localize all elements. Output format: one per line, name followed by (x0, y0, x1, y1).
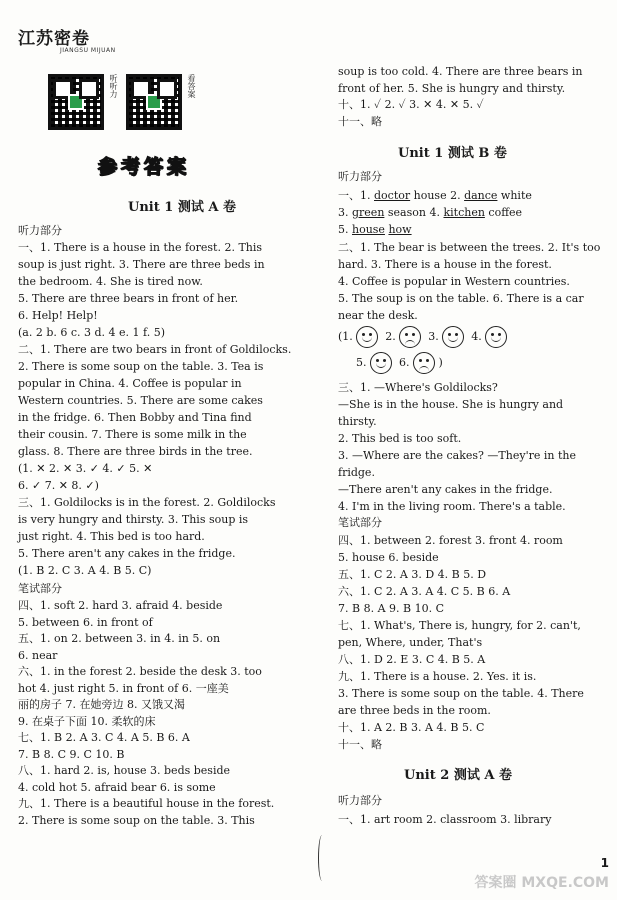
unit1a-listening-title: 听力部分 (18, 224, 62, 237)
answer-line: 六、1. in the forest 2. beside the desk 3. too (18, 665, 262, 678)
answer-line: 九、1. There is a beautiful house in the forest. (18, 797, 275, 810)
answer-line: 5. house 6. beside (338, 551, 439, 564)
answer-line: 6. ✓ 7. ✕ 8. ✓) (18, 479, 99, 492)
answer-line: 十、1. A 2. B 3. A 4. B 5. C (338, 721, 485, 734)
unit1b-listening-title: 听力部分 (338, 170, 382, 183)
answer-line: 6. Help! Help! (18, 309, 98, 322)
qr-label-right: 看答案 (187, 74, 196, 98)
brand-title: 江苏密卷 (18, 29, 90, 49)
answer-line: near the desk. (338, 309, 418, 322)
answer-line: 一、1. There is a house in the forest. 2. This (18, 241, 263, 254)
answer-line: soup is too cold. 4. There are three bears in (338, 65, 583, 78)
unit1a-written-title: 笔试部分 (18, 582, 62, 595)
unit1a-title: Unit 1 测试 A 卷 (128, 200, 236, 215)
unit2a-answer-line: 一、1. art room 2. classroom 3. library (338, 813, 552, 826)
answer-line: (a. 2 b. 6 c. 3 d. 4 e. 1 f. 5) (18, 326, 166, 339)
answer-key-banner: 参考答案 (98, 156, 191, 178)
unit1b-written-title: 笔试部分 (338, 516, 382, 529)
answer-line: 7. B 8. C 9. C 10. B (18, 747, 125, 761)
answer-line: 5. There are three bears in front of her. (18, 292, 239, 305)
happy-face-icon (370, 352, 392, 374)
answer-line: 2. There is some soup on the table. 3. Tea is (18, 360, 264, 373)
answer-line: 2. There is some soup on the table. 3. This (18, 813, 255, 827)
answer-line: 5. The soup is on the table. 6. There is a car (338, 292, 584, 305)
qr-code-answers[interactable] (126, 74, 182, 130)
answer-line: 八、1. hard 2. is, house 3. beds beside (18, 764, 231, 777)
answer-line: is very hungry and thirsty. 3. This soup is (18, 513, 249, 526)
answer-line: 五、1. on 2. between 3. in 4. in 5. on (18, 632, 221, 645)
happy-face-icon (485, 326, 507, 348)
answer-line: 9. 在桌子下面 10. 柔软的床 (18, 714, 156, 728)
answer-line: thirsty. (338, 415, 377, 428)
answer-line: 十一、略 (338, 114, 382, 128)
unit1b-word-row-3: 5. house how (338, 223, 412, 236)
faces-row-1: (1. 2. 3. 4. (338, 326, 507, 348)
answer-line: 二、1. There are two bears in front of Goldilocks. (18, 343, 292, 356)
page-number: 1 (600, 856, 609, 870)
qr-logo-icon (68, 94, 84, 110)
unit2a-title: Unit 2 测试 A 卷 (404, 768, 512, 783)
answer-line: 九、1. There is a house. 2. Yes. it is. (338, 670, 537, 683)
answer-line: 4. Coffee is popular in Western countries. (338, 275, 570, 288)
answer-line: 八、1. D 2. E 3. C 4. B 5. A (338, 653, 486, 666)
sad-face-icon (399, 326, 421, 348)
unit1b-title: Unit 1 测试 B 卷 (398, 146, 507, 161)
answer-line: 丽的房子 7. 在她旁边 8. 又饿又渴 (18, 698, 185, 711)
unit1b-word-row-1: 一、1. doctor house 2. dance white (338, 189, 532, 202)
answer-line: 7. B 8. A 9. B 10. C (338, 602, 444, 615)
pen-mark (318, 835, 326, 881)
answer-line: hard. 3. There is a house in the forest. (338, 258, 552, 271)
answer-line: 三、1. —Where's Goldilocks? (338, 381, 498, 394)
faces-row-2: 5. 6. ) (356, 352, 443, 374)
site-watermark: 答案圈 MXQE.COM (474, 875, 609, 891)
answer-line: just right. 4. This bed is too hard. (18, 530, 205, 543)
answer-line: Western countries. 5. There are some cakes (18, 394, 263, 407)
brand-subtitle: JIANGSU MIJUAN (60, 47, 116, 54)
answer-line: in the fridge. 6. Then Bobby and Tina find (18, 411, 252, 424)
answer-line: 六、1. C 2. A 3. A 4. C 5. B 6. A (338, 585, 511, 598)
unit2a-listening-title: 听力部分 (338, 794, 382, 807)
answer-line: 四、1. between 2. forest 3. front 4. room (338, 534, 563, 547)
answer-line: —She is in the house. She is hungry and (338, 398, 564, 411)
answer-line: their cousin. 7. There is some milk in the (18, 428, 247, 441)
qr-label-left: 听听力 (109, 74, 118, 98)
answer-line: (1. ✕ 2. ✕ 3. ✓ 4. ✓ 5. ✕ (18, 462, 153, 475)
answer-line: the bedroom. 4. She is tired now. (18, 275, 203, 288)
unit1b-word-row-2: 3. green season 4. kitchen coffee (338, 206, 523, 219)
answer-line: 4. I'm in the living room. There's a table. (338, 500, 566, 513)
answer-line: 七、1. B 2. A 3. C 4. A 5. B 6. A (18, 731, 190, 744)
answer-line: 6. near (18, 648, 58, 662)
qr-logo-icon (146, 94, 162, 110)
answer-line: (1. B 2. C 3. A 4. B 5. C) (18, 564, 152, 577)
answer-line: glass. 8. There are three birds in the tree. (18, 445, 253, 458)
answer-line: front of her. 5. She is hungry and thirsty. (338, 81, 566, 95)
happy-face-icon (356, 326, 378, 348)
qr-code-listening[interactable] (48, 74, 104, 130)
answer-line: 4. cold hot 5. afraid bear 6. is some (18, 780, 216, 794)
answer-line: 十、1. ✓ 2. ✓ 3. ✕ 4. ✕ 5. ✓ (338, 98, 484, 111)
answer-line: 四、1. soft 2. hard 3. afraid 4. beside (18, 599, 223, 612)
answer-line: 五、1. C 2. A 3. D 4. B 5. D (338, 568, 487, 581)
answer-line: 2. This bed is too soft. (338, 432, 462, 445)
answer-line: —There aren't any cakes in the fridge. (338, 483, 553, 496)
answer-line: 十一、略 (338, 738, 382, 751)
answer-line: 5. There aren't any cakes in the fridge. (18, 547, 236, 560)
sad-face-icon (413, 352, 435, 374)
answer-line: fridge. (338, 466, 375, 479)
answer-line: 三、1. Goldilocks is in the forest. 2. Goldilocks (18, 496, 276, 509)
answer-line: 二、1. The bear is between the trees. 2. It's too (338, 241, 601, 254)
answer-line: 5. between 6. in front of (18, 615, 153, 629)
answer-line: 3. There is some soup on the table. 4. There (338, 687, 584, 700)
answer-line: pen, Where, under, That's (338, 636, 483, 649)
answer-line: 3. —Where are the cakes? —They're in the (338, 449, 576, 462)
answer-line: soup is just right. 3. There are three beds in (18, 258, 265, 271)
answer-line: 七、1. What's, There is, hungry, for 2. can't, (338, 619, 581, 632)
happy-face-icon (442, 326, 464, 348)
answer-line: popular in China. 4. Coffee is popular in (18, 377, 242, 390)
answer-line: are three beds in the room. (338, 704, 491, 717)
answer-line: hot 4. just right 5. in front of 6. 一座美 (18, 681, 229, 695)
